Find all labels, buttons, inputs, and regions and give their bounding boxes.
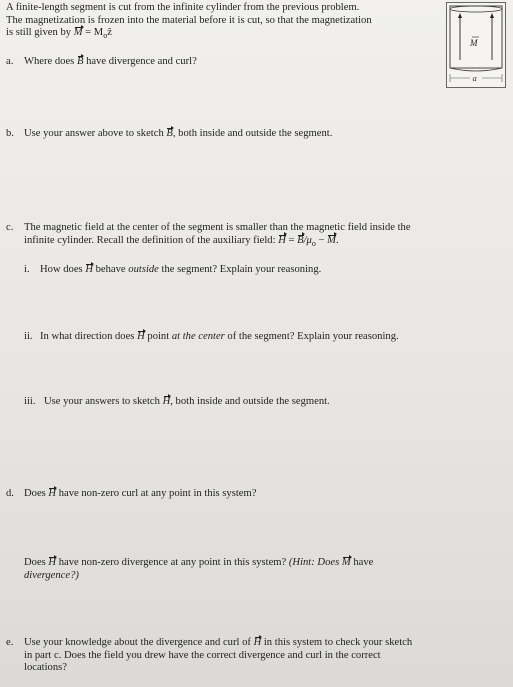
question-d: d. Does H have non-zero curl at any point in this system? [6, 488, 257, 499]
diagram-label-a: a [472, 73, 477, 83]
question-c-iii: iii. Use your answers to sketch H, both inside and outside the segment. [24, 396, 330, 407]
cylinder-segment-diagram [446, 2, 506, 88]
intro-line-2: The magnetization is frozen into the material before it is cut, so that the magnetization [6, 14, 372, 26]
vector-m: M [327, 234, 336, 246]
diagram-label-m: M [470, 38, 478, 48]
vector-h: H [48, 488, 57, 499]
question-e: e. Use your knowledge about the divergence and curl of H in this system to check your sketch in part c. Does the field you drew have the correct divergence and curl in the correct locations? [6, 637, 413, 674]
vector-h: H [85, 264, 93, 275]
vector-h: H [162, 396, 171, 407]
vector-h: H [278, 234, 286, 246]
intro-line-1: A finite-length segment is cut from the infinite cylinder from the previous problem. [6, 2, 360, 13]
question-d-divergence: Does H have non-zero divergence at any point in this system? (Hint: Does M have divergence?) [24, 557, 374, 581]
vector-m: M [341, 557, 351, 568]
question-b: b. Use your answer above to sketch B, both inside and outside the segment. [6, 128, 333, 139]
intro-line-3: is still given by $M = M_oẑ$ [6, 27, 112, 41]
vector-h: H [253, 637, 262, 648]
intro-paragraph [6, 2, 372, 43]
vector-h: H [137, 331, 145, 342]
vector-b: B [166, 128, 173, 139]
question-a: a. Where does B have divergence and curl? [6, 56, 197, 67]
vector-h: H [48, 557, 57, 568]
question-c-i: i. How does H behave outside the segment? Explain your reasoning. [24, 264, 322, 275]
vector-m: M [73, 27, 83, 39]
question-c-ii: ii. In what direction does H point at the center of the segment? Explain your reasoning. [24, 331, 399, 342]
question-c: c. The magnetic field at the center of the segment is smaller than the magnetic field inside the infinite cylinder. Recall the definition of the auxiliary field: $H = B/\mu_o - M$. [6, 222, 411, 248]
vector-b: B [297, 234, 304, 246]
vector-b: B [76, 56, 84, 67]
